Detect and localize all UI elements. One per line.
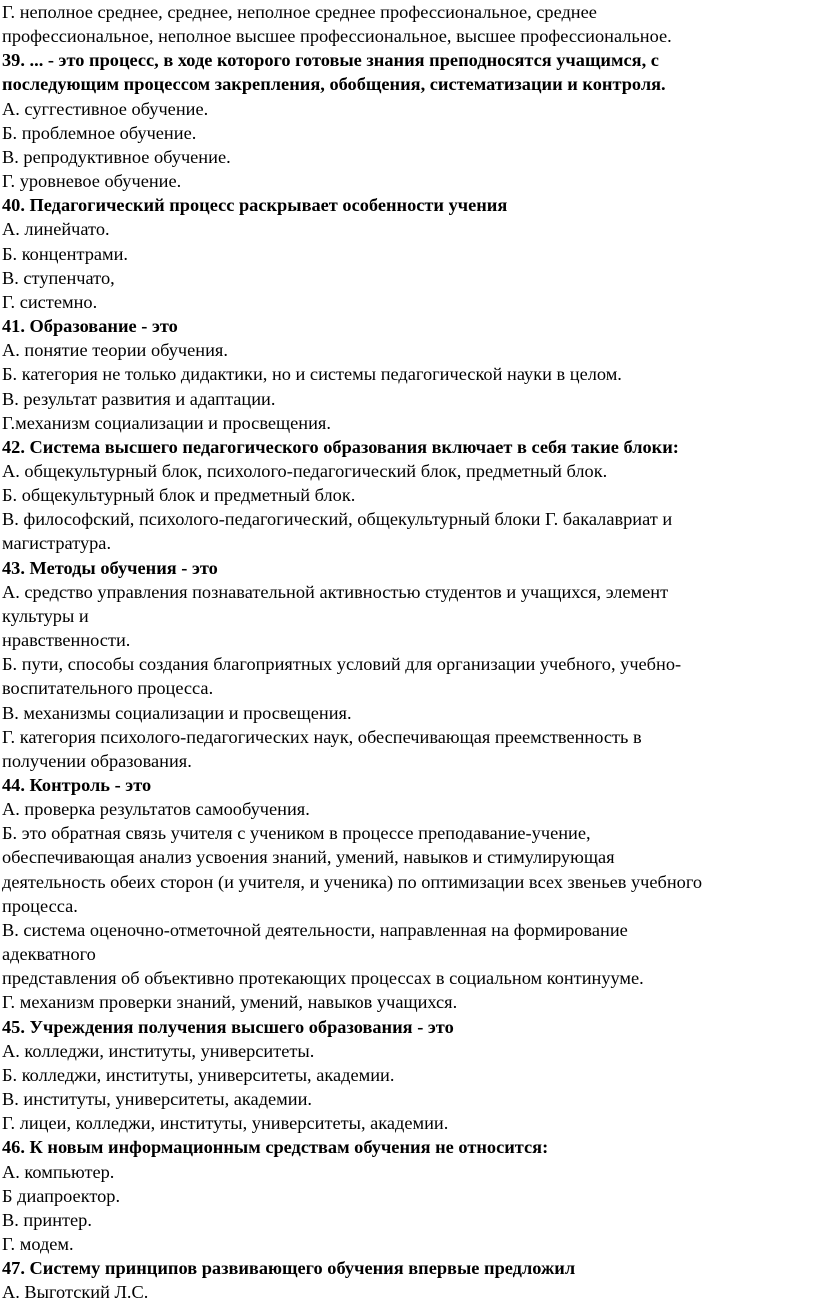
text-line: Б. пути, способы создания благоприятных условий для организации учебного, учебно- [2,654,682,675]
text-line: процесса. [2,895,78,916]
text-line: А. компьютер. [2,1161,115,1182]
text-line: нравственности. [2,630,131,651]
text-line: Г. неполное среднее, среднее, неполное среднее профессиональное, среднее [2,2,597,22]
text-line: адекватного [2,944,96,965]
text-line: В. система оценочно-отметочной деятельности, направленная на формирование [2,919,628,940]
text-line: В. репродуктивное обучение. [2,146,231,167]
text-line: Г. системно. [2,291,98,312]
text-line: воспитательного процесса. [2,678,214,699]
text-line: А. средство управления познавательной активностью студентов и учащихся, элемент [2,581,669,602]
question-line: 42. Система высшего педагогического образования включает в себя такие блоки: [2,436,679,457]
text-line: Г. механизм проверки знаний, умений, навыков учащихся. [2,992,458,1013]
text-line: представления об объективно протекающих процессах в социальном континууме. [2,968,644,989]
question-line: 45. Учреждения получения высшего образования - это [2,1016,454,1037]
text-line: В. принтер. [2,1209,92,1230]
text-line: деятельность обеих сторон (и учителя, и ученика) по оптимизации всех звеньев учебного [2,871,703,892]
text-line: профессиональное, неполное высшее профессиональное, высшее профессиональное. [2,26,672,47]
text-line: Б. концентрами. [2,243,129,264]
text-line: Б. колледжи, институты, университеты, академии. [2,1064,395,1085]
text-line: В. ступенчато, [2,267,115,288]
text-line: получении образования. [2,750,192,771]
question-line: 39. ... - это процесс, в ходе которого готовые знания преподносятся учащимся, с [2,50,659,71]
text-line: А. понятие теории обучения. [2,340,228,361]
text-line: В. институты, университеты, академии. [2,1089,312,1110]
text-line: Б диапроектор. [2,1185,121,1206]
document-text [2,0,816,1304]
question-line: 47. Систему принципов развивающего обучения впервые предложил [2,1258,576,1279]
text-line: обеспечивающая анализ усвоения знаний, умений, навыков и стимулирующая [2,847,615,868]
text-line: Г. категория психолого-педагогических наук, обеспечивающая преемственность в [2,726,642,747]
text-line: Б. общекультурный блок и предметный блок. [2,485,356,506]
text-line: В. результат развития и адаптации. [2,388,276,409]
question-line: 44. Контроль - это [2,775,152,795]
text-line: А. общекультурный блок, психолого-педагогический блок, предметный блок. [2,460,608,481]
text-line: Г. уровневое обучение. [2,171,182,192]
question-line: 46. К новым информационным средствам обучения не относится: [2,1137,549,1158]
text-line: магистратура. [2,533,112,554]
text-line: В. механизмы социализации и просвещения. [2,702,352,723]
text-line: Б. категория не только дидактики, но и системы педагогической науки в целом. [2,364,622,385]
text-line: Г. лицеи, колледжи, институты, университеты, академии. [2,1113,449,1134]
question-line: последующим процессом закрепления, обобщения, систематизации и контроля. [2,74,666,95]
text-line: Б. это обратная связь учителя с учеником в процессе преподавание-учение, [2,823,591,844]
text-line: В. философский, психолого-педагогический, общекультурный блоки Г. бакалавриат и [2,509,673,530]
question-line: 41. Образование - это [2,316,178,337]
text-line: А. линейчато. [2,219,110,240]
text-line: Б. проблемное обучение. [2,122,197,143]
text-line: А. колледжи, институты, университеты. [2,1040,315,1061]
question-line: 43. Методы обучения - это [2,557,218,578]
text-line: А. Выготский Л.С. [2,1282,149,1303]
text-line: Г. модем. [2,1233,74,1254]
text-line: А. проверка результатов самообучения. [2,799,310,820]
text-line: А. суггестивное обучение. [2,98,209,119]
question-line: 40. Педагогический процесс раскрывает особенности учения [2,195,508,216]
text-line: культуры и [2,605,89,626]
text-line: Г.механизм социализации и просвещения. [2,412,331,433]
